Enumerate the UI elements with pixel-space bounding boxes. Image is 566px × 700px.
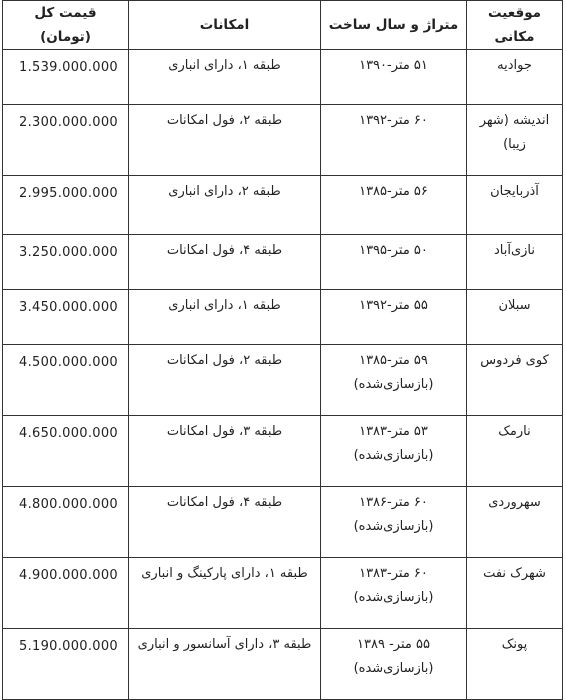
- cell-price: 2.300.000.000: [3, 105, 129, 176]
- cell-size-year: ۵۰ متر-۱۳۹۵: [321, 235, 467, 290]
- cell-facilities: طبقه ۱، دارای انباری: [129, 290, 321, 345]
- cell-size-year: ۶۰ متر-۱۳۸۶ (بازسازی‌شده): [321, 487, 467, 558]
- cell-location: آذربایجان: [467, 176, 563, 235]
- cell-facilities: طبقه ۳، فول امکانات: [129, 416, 321, 487]
- cell-size-year: ۵۵ متر-۱۳۹۲: [321, 290, 467, 345]
- cell-price: 3.250.000.000: [3, 235, 129, 290]
- table-row: [3, 235, 563, 290]
- cell-location: شهرک نفت: [467, 558, 563, 629]
- cell-location: سبلان: [467, 290, 563, 345]
- cell-facilities: طبقه ۱، دارای پارکینگ و انباری: [129, 558, 321, 629]
- cell-size-year: ۶۰ متر-۱۳۸۳ (بازسازی‌شده): [321, 558, 467, 629]
- cell-location: اندیشه (شهر زیبا): [467, 105, 563, 176]
- cell-location: کوی فردوس: [467, 345, 563, 416]
- cell-size-year: ۵۵ متر- ۱۳۸۹ (بازسازی‌شده): [321, 629, 467, 700]
- cell-facilities: طبقه ۲، فول امکانات: [129, 105, 321, 176]
- cell-facilities: طبقه ۱، دارای انباری: [129, 50, 321, 105]
- table-row: [3, 558, 563, 629]
- header-facilities: امکانات: [129, 1, 321, 50]
- cell-price: 5.190.000.000: [3, 629, 129, 700]
- cell-price: 4.500.000.000: [3, 345, 129, 416]
- table-row: [3, 176, 563, 235]
- price-table: [2, 0, 563, 700]
- cell-facilities: طبقه ۲، فول امکانات: [129, 345, 321, 416]
- cell-facilities: طبقه ۴، فول امکانات: [129, 487, 321, 558]
- table-row: [3, 290, 563, 345]
- table-row: [3, 105, 563, 176]
- cell-price: 4.800.000.000: [3, 487, 129, 558]
- cell-price: 3.450.000.000: [3, 290, 129, 345]
- cell-price: 2.995.000.000: [3, 176, 129, 235]
- table-row: [3, 416, 563, 487]
- cell-location: سهروردی: [467, 487, 563, 558]
- cell-size-year: ۵۶ متر-۱۳۸۵: [321, 176, 467, 235]
- cell-size-year: ۵۱ متر-۱۳۹۰: [321, 50, 467, 105]
- cell-price: 4.900.000.000: [3, 558, 129, 629]
- table-header-row: [3, 1, 563, 50]
- header-location: موقعیت مکانی: [467, 1, 563, 50]
- header-price: قیمت کل (تومان): [3, 1, 129, 50]
- table-row: [3, 345, 563, 416]
- cell-size-year: ۶۰ متر-۱۳۹۲: [321, 105, 467, 176]
- cell-facilities: طبقه ۳، دارای آسانسور و انباری: [129, 629, 321, 700]
- cell-size-year: ۵۳ متر-۱۳۸۳ (بازسازی‌شده): [321, 416, 467, 487]
- cell-facilities: طبقه ۴، فول امکانات: [129, 235, 321, 290]
- table-row: [3, 50, 563, 105]
- cell-size-year: ۵۹ متر-۱۳۸۵ (بازسازی‌شده): [321, 345, 467, 416]
- table-row: [3, 487, 563, 558]
- cell-price: 1.539.000.000: [3, 50, 129, 105]
- header-size-year: متراژ و سال ساخت: [321, 1, 467, 50]
- cell-location: نارمک: [467, 416, 563, 487]
- cell-location: پونک: [467, 629, 563, 700]
- cell-location: جوادیه: [467, 50, 563, 105]
- cell-price: 4.650.000.000: [3, 416, 129, 487]
- table-row: [3, 629, 563, 700]
- cell-location: نازی‌آباد: [467, 235, 563, 290]
- cell-facilities: طبقه ۲، دارای انباری: [129, 176, 321, 235]
